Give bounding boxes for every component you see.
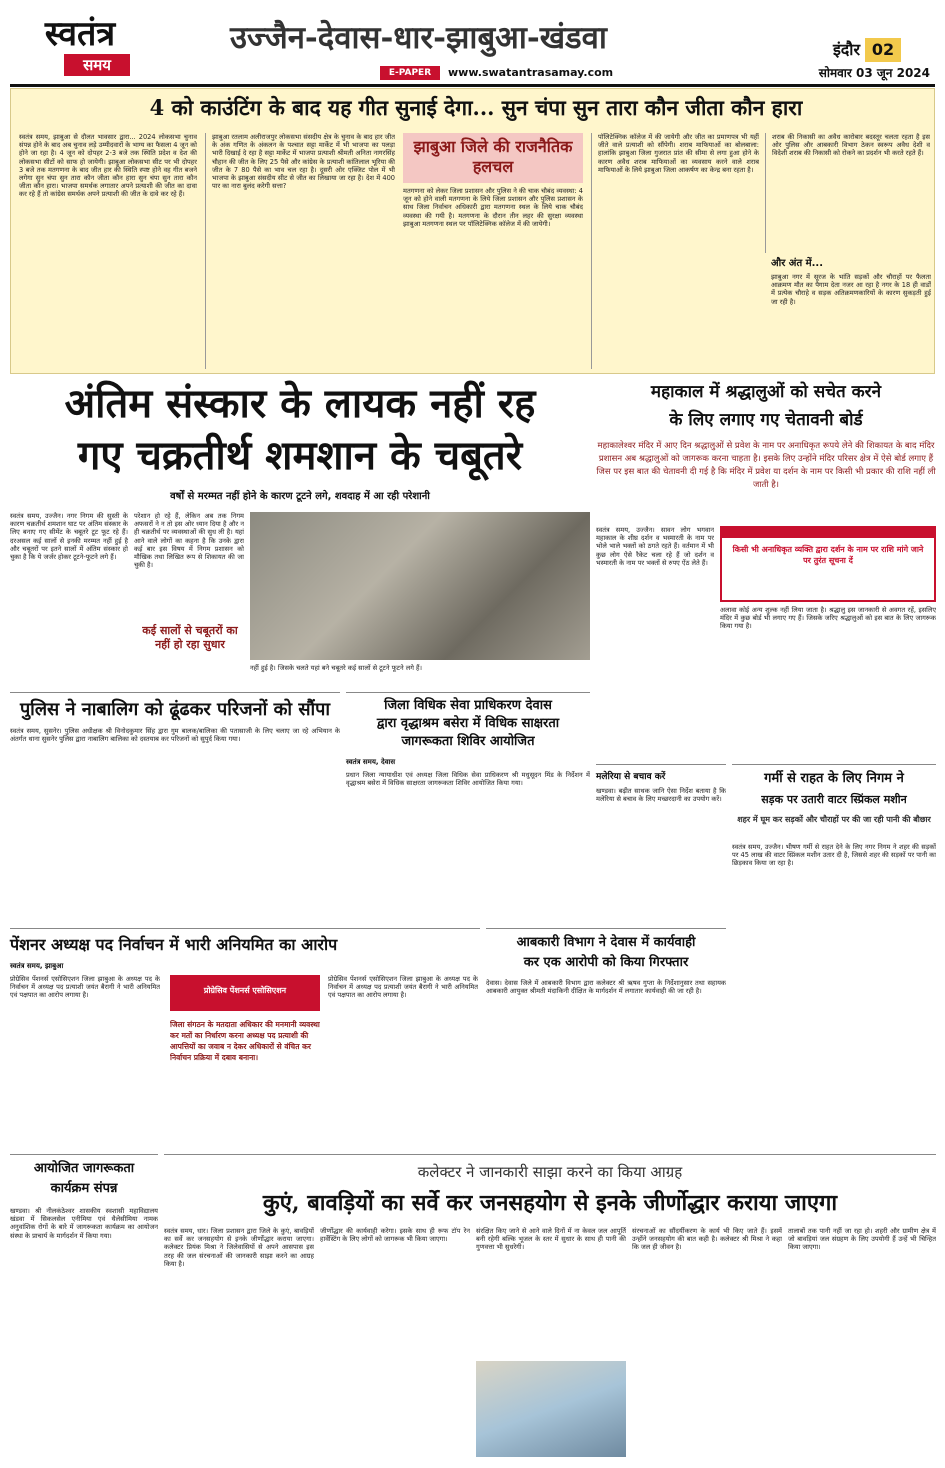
pension-notice-title: प्रोग्रेसिव पेंशनर्स एसोसिएशन — [203, 986, 287, 995]
cremation-body-2: परेशान हो रहे हैं, लेकिन अब तक निगम अफसरों ने न तो इस ओर ध्यान दिया है और न ही चक्रतीर्थ पर व्यवस्थाओं की सुध ली है। यहां आने वाले लोगों का कहना है कि उनके द्वारा कई बार इस विषय में निगम प्रशासन को मौखिक तथा लिखित रूप से शिकायत की जा चुकी है। — [134, 512, 244, 570]
region-title: उज्जैन-देवास-धार-झाबुआ-खंडवा — [230, 20, 607, 56]
cremation-headline-1: अंतिम संस्कार के लायक नहीं रह — [64, 380, 536, 427]
lead-story — [10, 88, 935, 374]
mahakal-headline-1: महाकाल में श्रद्धालुओं को सचेत करने — [650, 382, 882, 402]
pension-body: प्रोग्रेसिव पेंशनर्स एसोसिएशन जिला झाबुआ के अध्यक्ष पद के निर्वाचन में अध्यक्ष पद प्रत्याशी जयंत बैरागी ने भारी अनियमित एवं पक्षपात का आरोप लगाया है। — [10, 975, 160, 1000]
issue-date: सोमवार 03 जून 2024 — [818, 66, 930, 80]
logo — [20, 14, 140, 78]
wells-headline: कुएं, बावड़ियों का सर्वे कर जनसहयोग से इनके जीर्णोद्धार कराया जाएगा — [262, 1190, 838, 1216]
logo-bottom: समय — [64, 54, 130, 76]
awareness-story — [10, 1154, 158, 1460]
excise-story — [486, 928, 726, 1150]
wells-body-2: जीर्णोद्धार की कार्यवाही करेगा। इसके साथ ही रूफ टॉप रेन हार्वेस्टिंग के लिए लोगों को जागरूक भी किया जाएगा। — [320, 1227, 470, 1244]
excise-body: देवास। देवास जिले में आबकारी विभाग द्वारा कलेक्टर श्री ऋषव गुप्ता के निर्देशानुसार तथा सहायक आबकारी आयुक्त श्रीमती मंदाकिनी दीक्षित के मार्गदर्शन में लगातार कार्यवाही की जा रही है। — [486, 979, 726, 996]
awareness-headline-1: आयोजित जागरूकता — [33, 1161, 135, 1176]
logo-top: स्वतंत्र — [44, 14, 116, 54]
cremation-pullquote: कई सालों से चबूतरों का नहीं हो रहा सुधार — [142, 624, 238, 651]
legal-headline-1: जिला विधिक सेवा प्राधिकरण देवास — [384, 698, 552, 713]
pension-notice-image — [170, 975, 320, 1011]
lead-col-2: झाबुआ रतलाम अलीराजपुर लोकसभा संसदीय क्षेत्र के चुनाव के बाद हार जीत के अंक गणित के अंकलन के पश्चात सट्टा मार्केट में भी भाजपा का पलड़ा भारी दिखाई दे रहा है सट्टा मार्केट में भाजपा प्रत्याशी श्रीमती अनिता नागरसिंह चौहान की जीत के लिए 25 पैसे और कांग्रेस के प्रत्याशी कांतिलाल भूरिया की जीत के 7 80 पैसे का भाव चल रहा है। दूसरी ओर एक्जिट पोल में भी भाजपा के झाबुआ संसदीय सीट से जीत का लिखाया जा रहा है। देश में 400 पार का नारा बुलंद करेगी सत्ता? — [205, 133, 395, 369]
awareness-headline-2: कार्यक्रम संपन्न — [50, 1181, 118, 1196]
lead-col-1: स्वतंत्र समय, झाबुआ से दौलत भावसार द्वारा... 2024 लोकसभा चुनाव संपन्न होने के बाद अब चुनाव लड़े उम्मीदवारों के भाग्य का फैसला 4 जून को होने जा रहा है। 4 जून को दोपहर 2-3 बजे तक स्थिति प्रदेश व देश की लोकसभा सीटों को साफ हो जायेगी। झाबुआ लोकसभा सीट पर भी दोपहर 3 बजे तक मतगणना के बाद जीत हार की स्थिति स्पष्ट होने वह गीत बजने लगेगा सुन चंपा सुन तारा कौन जीता कौन हारा सुन चंपा सुन तारा कौन जीता कौन हारा। भाजपा समर्थक लगातार अपने प्रत्याशी की जीत का दावा कर रहे हैं तो कांग्रेस समर्थक अपने प्रत्याशी की जीत के दावे कर रहे हैं। — [19, 133, 197, 199]
legal-body: प्रधान जिला न्यायाधीश एवं अध्यक्ष जिला विधिक सेवा प्राधिकरण श्री मधुसूदन मिंड के निर्देशन में वृद्धाश्रम बसेरा में विधिक साक्षरता जागरूकता शिविर आयोजित किया गया। — [346, 771, 590, 788]
epaper-label: E-PAPER — [380, 66, 440, 80]
wells-body-5: तालाबों तक पानी नहीं जा रहा हो। शहरी और ग्रामीण क्षेत्र में जो बावड़ियां जल संग्रहण के लिए उपयोगी हैं उन्हें भी चिन्हित किया जाएगा। — [788, 1227, 936, 1252]
collector-photo — [476, 1361, 626, 1457]
mahakal-body-2: अलावा कोई अन्य शुल्क नहीं लिया जाता है। श्रद्धालु इस जानकारी से अवगत रहें, इसलिए मंदिर में कुछ बोर्ड भी लगाए गए हैं। जिसके जरिए श्रद्धालुओं को इस बात के लिए जागरूक किया गया है। — [720, 606, 936, 631]
sprinkler-story — [732, 764, 936, 1104]
cremation-photo — [250, 512, 590, 660]
masthead — [0, 0, 945, 84]
police-story — [10, 692, 340, 924]
page-number: 02 — [865, 38, 901, 62]
awareness-body: खण्डवा। श्री नीलकंठेश्वर शासकीय स्वशासी महाविद्यालय खंडवा में सिकलसेल एनीमिया एवं थैलेसीमिया नामक अनुवांशिक रोगों के बारे में जागरूकता कार्यक्रम का आयोजन संस्था के प्राचार्य के मार्गदर्शन में किया गया। — [10, 1207, 158, 1240]
sprinkler-body: स्वतंत्र समय, उज्जैन। भीषण गर्मी से राहत देने के लिए नगर निगम ने शहर की सड़कों पर 45 लाख की वाटर स्प्रिंकल मशीन उतार दी है, जिससे शहर की सड़कों पर पानी का छिड़काव किया जा रहा है। — [732, 843, 936, 868]
mahakal-body: स्वतंत्र समय, उज्जैन। सावन लोग भगवान महाकाल के शीघ्र दर्शन व भस्मारती के नाम पर भोले भाले भक्तों को ठगते रहते हैं। वर्तमान में भी कुछ लोग ऐसे रैकेट चला रहे हैं जो दर्शन व भस्मारती के नाम पर भक्तों से रुपए ऐंठ लेते हैं। — [596, 526, 714, 567]
cremation-story — [10, 378, 590, 690]
website[interactable]: www.swatantrasamay.com — [448, 66, 614, 79]
pension-story — [10, 928, 480, 1150]
pension-body-2: प्रोग्रेसिव पेंशनर्स एसोसिएशन जिला झाबुआ के अध्यक्ष पद के निर्वाचन में अध्यक्ष पद प्रत्याशी जयंत बैरागी ने भारी अनियमित एवं पक्षपात का आरोप लगाया है। — [328, 975, 478, 1000]
lead-kicker-box — [403, 133, 583, 183]
lead-kicker: झाबुआ जिले की राजनैतिक हलचल — [413, 137, 573, 176]
masthead-rule — [10, 84, 935, 87]
cremation-deck: वर्षों से मरम्मत नहीं होने के कारण टूटने लगे, शवदाह में आ रही परेशानी — [170, 491, 430, 502]
malaria-body: खण्डवा। बढ़ीत साथक जानि ऐसा निर्देश बताया है कि मलेरिया से बचाव के लिए मच्छरदानी का उपयोग करें। — [596, 787, 726, 804]
wells-body-4: संरचनाओं का सौंदर्यीकरण के कार्य भी किए जाते हैं। इसमें उन्होंने जनसहयोग की बात कही है। कलेक्टर श्री मिश्रा ने कहा कि जल ही जीवन है। — [632, 1227, 782, 1252]
police-headline: पुलिस ने नाबालिग को ढूंढकर परिजनों को सौंपा — [19, 699, 331, 720]
wells-kicker: कलेक्टर ने जानकारी साझा करने का किया आग्रह — [417, 1163, 683, 1181]
mahakal-headline-2: के लिए लगाए गए चेतावनी बोर्ड — [669, 410, 863, 430]
pension-headline: पेंशनर अध्यक्ष पद निर्वाचन में भारी अनियमित का आरोप — [10, 935, 338, 954]
lead-col-5: शराब की निकासी का अवैध कारोबार बदस्तूर चलता रहता है इस ओर पुलिस और आबकारी विभाग ठेकन स्वरूप अवैध देशी व विदेशी शराब की निकासी को रोकने का प्रदर्शन भी करते रहते हैं। — [765, 133, 930, 253]
board-text: किसी भी अनाधिकृत व्यक्ति द्वारा दर्शन के नाम पर राशि मांगे जाने पर तुरंत सूचना दें — [732, 545, 924, 565]
malaria-story — [596, 764, 726, 924]
lead-col-5-tail: झाबुआ नगर में सूरज के भांति सड़कों और चौराहों पर फैलता आक्रमण मौत का पैगाम देता नजर आ रहा है नगर के 18 ही वार्डों में प्रत्येक चौराहे व सड़क अतिक्रमणकारियों के कारण सुकड़ती हुई जा रही है। — [771, 273, 931, 306]
excise-headline-2: कर एक आरोपी को किया गिरफ्तार — [523, 955, 689, 970]
sprinkler-headline-1: गर्मी से राहत के लिए निगम ने — [764, 771, 904, 786]
pension-quote: जिला संगठन के मतदाता अधिकार की मनमानी व्यवस्था कर मतों का निर्धारण करना अध्यक्ष पद प्रत्याशी की आपत्तियों का जवाब न देकर अधिकारों से वंचित कर निर्वाचन प्रक्रिया में दबाव बनाना। — [170, 1020, 320, 1062]
legal-byline: स्वतंत्र समय, देवास — [346, 758, 396, 766]
lead-col-5-subhead: और अंत में... — [771, 258, 823, 269]
pension-byline: स्वतंत्र समय, झाबुआ — [10, 962, 64, 970]
city: इंदौर — [832, 40, 860, 59]
cremation-body-1: स्वतंत्र समय, उज्जैन। नगर निगम की सुस्ती के कारण चक्रतीर्थ शमशान घाट पर अंतिम संस्कार के लिए बनाए गए सीमेंट के चबूतरे टूट फूट रहे हैं। दरअसल कई सालों से इनकी मरम्मत नहीं हुई है और चबूतरों पर इतने सालों में अंतिम संस्कार हो चुका है कि ये जर्जर होकर टूटने-फूटने लगे हैं। — [10, 512, 128, 562]
lead-headline: 4 को काउंटिंग के बाद यह गीत सुनाई देगा... सुन चंपा सुन तारा कौन जीता कौन हारा — [149, 95, 803, 120]
sprinkler-headline-2: सड़क पर उतारी वाटर स्प्रिंकल मशीन — [761, 793, 907, 806]
cremation-headline-2: गए चक्रतीर्थ शमशान के चबूतरे — [77, 432, 523, 479]
wells-story — [164, 1154, 936, 1460]
malaria-headline: मलेरिया से बचाव करें — [596, 772, 666, 782]
mahakal-story — [596, 378, 936, 760]
sprinkler-deck: शहर में घूम कर सड़कों और चौराहों पर की जा रही पानी की बौछार — [737, 814, 931, 824]
legal-camp-story — [346, 692, 590, 924]
legal-headline-2: द्वारा वृद्धाश्रम बसेरा में विधिक साक्षरता — [376, 716, 560, 731]
mahakal-warning-board — [720, 526, 936, 602]
legal-headline-3: जागरूकता शिविर आयोजित — [401, 734, 535, 749]
cremation-caption: नहीं हुई है। जिसके चलते यहां बने चबूतरे कई सालों से टूटने फूटने लगे हैं। — [250, 664, 423, 672]
lead-col-3: मतगणना को लेकर जिला प्रशासन और पुलिस ने की चाक चौबंद व्यवस्था: 4 जून को होने वाली मतगणना के लिये जिला प्रशासन और पुलिस प्रशासन के साथ जिला निर्वाचन अधिकारी द्वारा मतगणना स्थल के लिये चाक चौबंद व्यवस्था की गयी है। मतगणना के दौरान तीन लहर की सुरक्षा व्यवस्था झाबुआ मतगणना स्थल पर पॉलिटेक्निक कॉलेज में की जायेगी। — [403, 187, 583, 228]
board-header-bar — [722, 528, 934, 538]
wells-body-3: संरक्षित किए जाने से आने वाले दिनों में ना केवल जल आपूर्ति बनी रहेगी बल्कि भूजल के स्तर में सुधार के साथ ही पानी की गुणवत्ता भी सुधरेगी। — [476, 1227, 626, 1252]
wells-body-1: स्वतंत्र समय, धार। जिला प्रशासन द्वारा जिले के कुएं, बावड़ियों का सर्वे कर जनसहयोग से इनके जीर्णोद्धार कराया जाएगा। कलेक्टर प्रियंक मिश्रा ने जिलेवासियों से अपने आसपास इस तरह की जल संरचनाओं की जानकारी साझा करने का आग्रह किया है। — [164, 1227, 314, 1268]
mahakal-deck: महाकालेश्वर मंदिर में आए दिन श्रद्धालुओं से प्रवेश के नाम पर अनाधिकृत रूपये लेने की शिकायत के बाद मंदिर प्रशासन अब श्रद्धालुओं को जागरूक करना चाहता है। इसके लिए उन्होंने मंदिर परिसर क्षेत्र में ऐसे बोर्ड लगाए हैं जिस पर इस बात की चेतावनी दी गई है कि मंदिर में प्रवेश या दर्शन के नाम पर किसी भी प्रकार की राशि नहीं ली जाती है। — [596, 441, 936, 490]
excise-headline-1: आबकारी विभाग ने देवास में कार्यवाही — [516, 935, 696, 950]
lead-col-4: पॉलिटेक्निक कॉलेज में की जायेगी और जीत का प्रमाणपत्र भी यहीं जीते वाले प्रत्याशी को सौंपेगी। शराब माफियाओं का बोलबाला: हालांकि झाबुआ जिला गुजरात प्रांत की सीमा से लगा हुआ होने के कारण अवैध शराब माफियाओं का व्यवसाय करने वाले शराब माफियाओं के लिये झाबुआ जिला आकर्षण का केन्द्र बना रहता है। — [591, 133, 759, 369]
police-body: स्वतंत्र समय, सुसनेर। पुलिस अधीक्षक श्री विनोदकुमार सिंह द्वारा गुम बालक/बालिका की पतासाजी के लिए चलाए जा रहे अभियान के अंतर्गत थाना सुसनेर पुलिस द्वारा नाबालिग बालिका को दस्तयाब कर परिजनों को सुपुर्द किया गया। — [10, 727, 340, 744]
